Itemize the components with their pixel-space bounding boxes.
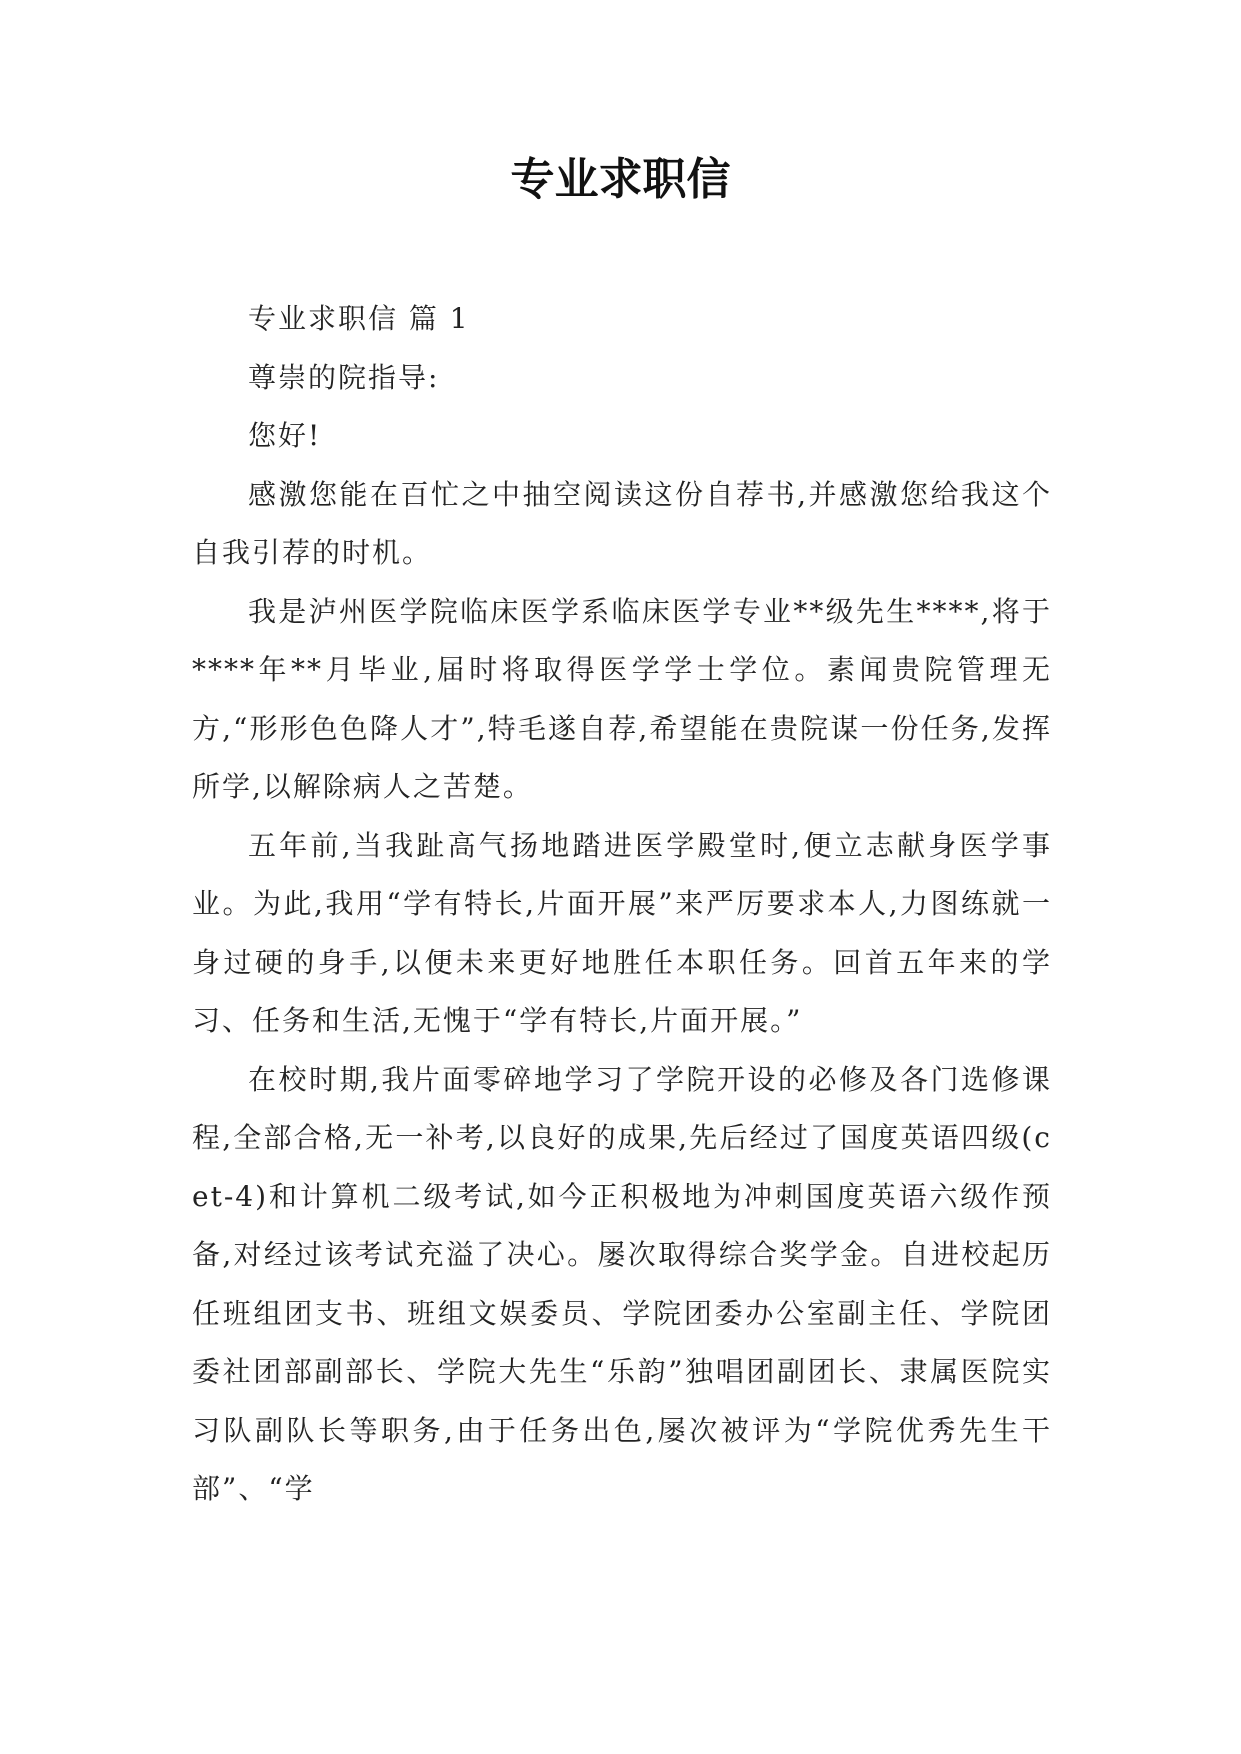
document-title: 专业求职信 [510,154,731,205]
greeting: 您好! [248,419,322,452]
paragraph: 五年前,当我趾高气扬地踏进医学殿堂时,便立志献身医学事业。为此,我用“学有特长,片面开展”来严厉要求本人,力图练就一身过硬的身手,以便未来更好地胜任本职任务。回首五年来的学习、任务和生活,无愧于“学有特长,片面开展。” [192,828,1052,1037]
paragraph: 我是泸州医学院临床医学系临床医学专业**级先生****,将于****年**月毕业,届时将取得医学学士学位。素闻贵院管理无方,“形形色色降人才”,特毛遂自荐,希望能在贵院谋一份任务,发挥所学,以解除病人之苦楚。 [192,594,1052,803]
paragraph: 在校时期,我片面零碎地学习了学院开设的必修及各门选修课程,全部合格,无一补考,以良好的成果,先后经过了国度英语四级(cet-4)和计算机二级考试,如今正积极地为冲刺国度英语六级作预备,对经过该考试充溢了决心。屡次取得综合奖学金。自进校起历任班组团支书、班组文娱委员、学院团委办公室副主任、学院团委社团部副部长、学院大先生“乐韵”独唱团副团长、隶属医院实习队副队长等职务,由于任务出色,屡次被评为“学院优秀先生干部”、“学 [192,1062,1052,1505]
salutation: 尊崇的院指导: [248,360,440,394]
paragraph: 感激您能在百忙之中抽空阅读这份自荐书,并感激您给我这个自我引荐的时机。 [192,477,1052,569]
section-heading: 专业求职信 篇 1 [248,302,470,335]
document-body [192,290,1052,1519]
